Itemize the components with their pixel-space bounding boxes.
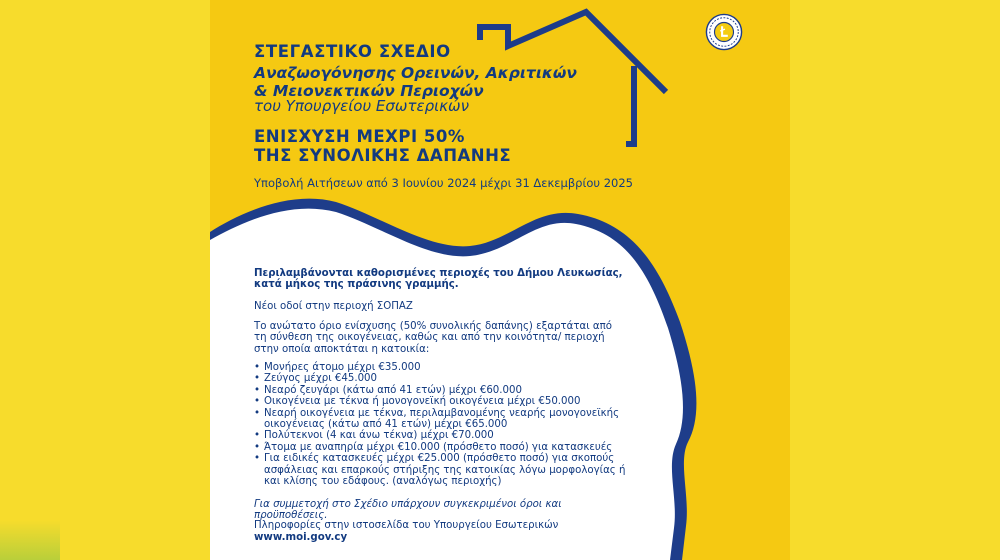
list-item: • Νεαρό ζευγάρι (κάτω από 41 ετών) μέχρι €60.000 bbox=[254, 385, 626, 396]
application-dates: Υποβολή Αιτήσεων από 3 Ιουνίου 2024 μέχρι 31 Δεκεμβρίου 2025 bbox=[254, 176, 633, 190]
info-text: Πληροφορίες στην ιστοσελίδα του Υπουργείου Εσωτερικών bbox=[254, 520, 559, 531]
terms-text: Για συμμετοχή στο Σχέδιο υπάρχουν συγκεκριμένοι όροι και προϋποθέσεις. bbox=[254, 499, 562, 522]
headline-line-1: ΕΝΙΣΧΥΣΗ ΜΕΧΡΙ 50% bbox=[254, 127, 465, 146]
subtitle-line-1: Αναζωογόνησης Ορεινών, Ακριτικών bbox=[254, 64, 577, 82]
headline-line-2: ΤΗΣ ΣΥΝΟΛΙΚΗΣ ΔΑΠΑΝΗΣ bbox=[254, 146, 512, 165]
intro-text: Περιλαμβάνονται καθορισμένες περιοχές του Δήμου Λευκωσίας, κατά μήκος της πράσινης γραμμής. bbox=[254, 268, 623, 291]
list-item: • Ζεύγος μέχρι €45.000 bbox=[254, 373, 626, 384]
list-item: • Οικογένεια με τέκνα ή μονογονεϊκή οικογένεια μέχρι €50.000 bbox=[254, 396, 626, 407]
list-item: • Πολύτεκνοι (4 και άνω τέκνα) μέχρι €70.000 bbox=[254, 430, 626, 441]
poster-title: ΣΤΕΓΑΣΤΙΚΟ ΣΧΕΔΙΟ bbox=[254, 42, 451, 61]
subtitle-line-2: & Μειονεκτικών Περιοχών bbox=[254, 82, 484, 100]
website-link[interactable]: www.moi.gov.cy bbox=[254, 532, 348, 543]
streets-text: Νέοι οδοί στην περιοχή ΣΟΠΑΖ bbox=[254, 301, 413, 312]
list-item: • Μονήρες άτομο μέχρι €35.000 bbox=[254, 362, 626, 373]
ministry-line: του Υπουργείου Εσωτερικών bbox=[254, 97, 469, 115]
headline bbox=[254, 127, 511, 165]
grass-background bbox=[0, 520, 60, 560]
list-item: • Άτομα με αναπηρία μέχρι €10.000 (πρόσθετο ποσό) για κατασκευές bbox=[254, 442, 626, 453]
left-background bbox=[0, 0, 210, 560]
poster-subtitle bbox=[254, 64, 577, 100]
right-background bbox=[790, 0, 1000, 560]
limit-text: Το ανώτατο όριο ενίσχυσης (50% συνολικής δαπάνης) εξαρτάται από τη σύνθεση της οικογένειας, καθώς και από την κοινότητα/ περιοχή στην οποία αποκτάται η κατοικία: bbox=[254, 321, 612, 355]
poster bbox=[210, 0, 790, 560]
list-item: • Για ειδικές κατασκευές μέχρι €25.000 (πρόσθετο ποσό) για σκοπούς ασφάλειας και επαρκούς στήριξης της κατοικίας λόγω μορφολογίας ή και κλίσης του εδάφους. (αναλόγως περιοχής) bbox=[254, 453, 626, 487]
list-item: • Νεαρή οικογένεια με τέκνα, περιλαμβανομένης νεαρής μονογονεϊκής οικογένειας (κάτω από 41 ετών) μέχρι €65.000 bbox=[254, 408, 626, 431]
support-amount-list bbox=[254, 362, 626, 487]
